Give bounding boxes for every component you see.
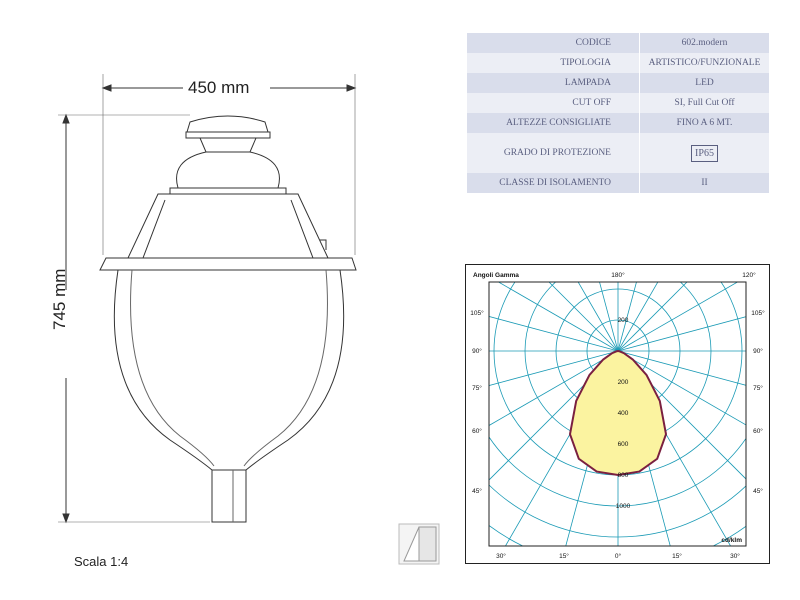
spec-row: [467, 113, 769, 133]
side-label-right: 45°: [753, 488, 763, 495]
side-label-left: 75°: [472, 385, 482, 392]
lamp-bowl-inner: [131, 270, 328, 466]
top-label: 120°: [742, 272, 756, 279]
width-label: 450 mm: [188, 78, 250, 97]
bottom-label: 15°: [559, 553, 569, 560]
lamp-cap-ring: [186, 132, 270, 138]
spec-row: [467, 93, 769, 113]
lamp-mount: [212, 470, 246, 522]
lamp-dome: [177, 152, 280, 188]
radial-label: 200: [617, 317, 629, 324]
spec-row: [467, 73, 769, 93]
scale-label: Scala 1:4: [74, 554, 129, 569]
side-label-left: 60°: [472, 428, 482, 435]
lamp-cap-top: [187, 116, 268, 132]
lamp-bowl: [114, 270, 343, 470]
lamp-cap-neck: [200, 138, 256, 152]
height-label: 745 mm: [50, 268, 69, 330]
lamp-dome-ring: [170, 188, 286, 194]
spec-label: CODICE: [467, 33, 640, 53]
side-label-right: 105°: [751, 310, 765, 317]
spec-value: ARTISTICO/FUNZIONALE: [640, 53, 770, 73]
spec-value: SI, Full Cut Off: [640, 93, 770, 113]
side-label-right: 60°: [753, 428, 763, 435]
radial-label: 400: [617, 410, 629, 417]
spec-label: CUT OFF: [467, 93, 640, 113]
height-arrow-bottom: [63, 514, 69, 522]
side-label-left: 105°: [470, 310, 484, 317]
unit-label: cd/klm: [721, 537, 742, 544]
lantern-frame-inner: [143, 200, 313, 258]
side-label-left: 90°: [472, 348, 482, 355]
radial-label: 600: [617, 441, 629, 448]
width-arrow-right: [347, 85, 355, 91]
spec-label: CLASSE DI ISOLAMENTO: [467, 173, 640, 193]
spec-label: GRADO DI PROTEZIONE: [467, 133, 640, 173]
spec-value: 602.modern: [640, 33, 770, 53]
ip-rating-badge: IP65: [691, 145, 718, 162]
top-label: 180°: [611, 272, 625, 279]
spec-value: FINO A 6 MT.: [640, 113, 770, 133]
spec-table: [467, 33, 769, 193]
chart-title: Angoli Gamma: [473, 272, 519, 279]
spec-value: II: [640, 173, 770, 193]
bottom-label: 30°: [496, 553, 506, 560]
side-label-right: 90°: [753, 348, 763, 355]
spec-row: [467, 133, 769, 173]
radial-label: 800: [617, 472, 629, 479]
document-corner-icon: [398, 523, 440, 565]
spec-row: [467, 33, 769, 53]
spec-value-cell: [640, 133, 770, 173]
radial-label: 200: [617, 379, 629, 386]
spec-value: LED: [640, 73, 770, 93]
height-arrow-top: [63, 115, 69, 123]
polar-chart: [465, 264, 770, 564]
bottom-label: 0°: [614, 553, 622, 560]
side-label-right: 75°: [753, 385, 763, 392]
side-label-left: 45°: [472, 488, 482, 495]
spec-row: [467, 173, 769, 193]
spec-row: [467, 53, 769, 73]
radial-label: 1000: [615, 503, 631, 510]
bottom-label: 15°: [672, 553, 682, 560]
lamp-brim: [100, 258, 356, 270]
spec-label: TIPOLOGIA: [467, 53, 640, 73]
lantern-frame: [128, 194, 328, 258]
bottom-label: 30°: [730, 553, 740, 560]
spec-label: LAMPADA: [467, 73, 640, 93]
width-arrow-left: [103, 85, 111, 91]
spec-label: ALTEZZE CONSIGLIATE: [467, 113, 640, 133]
